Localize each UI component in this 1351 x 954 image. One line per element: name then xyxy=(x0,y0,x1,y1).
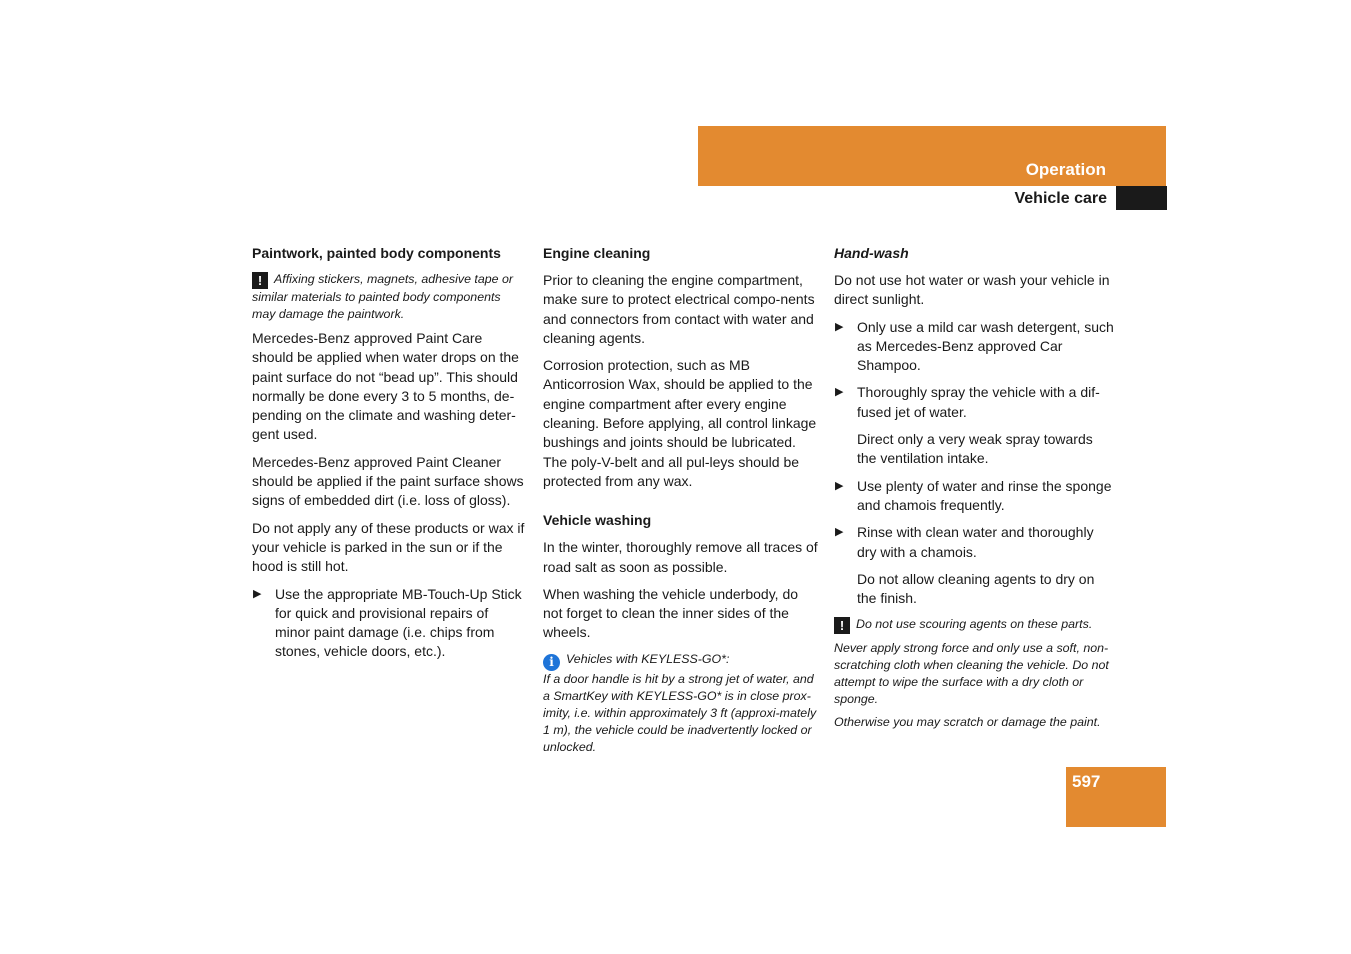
info-title: Vehicles with KEYLESS-GO*: xyxy=(566,651,730,666)
heading-vehicle-washing: Vehicle washing xyxy=(543,512,652,529)
page-number-box xyxy=(1066,767,1166,827)
bullet-touch-up: ▶ Use the appropriate MB-Touch-Up Stick for quick and provisional repairs of minor paint damage (i.e. chips from stones, vehicle doors, etc.). xyxy=(253,585,522,660)
chapter-title: Operation xyxy=(1025,160,1106,179)
bullet-rinse-sponge: ▶ Use plenty of water and rinse the sponge and chamois frequently. xyxy=(835,477,1112,513)
column-paintwork xyxy=(252,244,527,670)
paragraph-no-hot-water: Do not use hot water or wash your vehicle in direct sunlight. xyxy=(834,272,1110,308)
page-number: 597 xyxy=(1072,772,1101,791)
info-note-keyless xyxy=(543,651,818,756)
heading-hand-wash: Hand-wash xyxy=(834,245,909,261)
bullet-arrow-icon: ▶ xyxy=(835,320,844,333)
bullet-arrow-icon: ▶ xyxy=(835,526,844,539)
info-text: If a door handle is hit by a strong jet of water, and a SmartKey with KEYLESS-GO* is in close prox-imity, i.e. within approximately 3 ft (approxi-mately 1 m), the vehicle could be inadvertently locked or unlocked. xyxy=(543,671,817,754)
heading-engine-cleaning: Engine cleaning xyxy=(543,245,651,261)
bullet-arrow-icon: ▶ xyxy=(835,479,844,492)
column-hand-wash xyxy=(834,244,1114,737)
paragraph-no-wax: Do not apply any of these products or wax if your vehicle is parked in the sun or if the hood is still hot. xyxy=(252,519,525,575)
section-title: Vehicle care xyxy=(1014,190,1107,207)
heading-paintwork: Paintwork, painted body components xyxy=(252,245,501,261)
warning-icon: ! xyxy=(252,272,268,289)
warning-note-scratch: Otherwise you may scratch or damage the paint. xyxy=(834,715,1101,730)
paragraph-underbody: When washing the vehicle underbody, do not forget to clean the inner sides of the wheels. xyxy=(543,585,799,641)
paragraph-road-salt: In the winter, thoroughly remove all traces of road salt as soon as possible. xyxy=(543,539,818,575)
info-icon: i xyxy=(543,654,560,671)
warning-icon: ! xyxy=(834,617,850,634)
sub-agents-dry: Do not allow cleaning agents to dry on the finish. xyxy=(857,570,1095,607)
column-engine-washing xyxy=(543,244,818,762)
warning-text: Affixing stickers, magnets, adhesive tape or similar materials to painted body components may damage the paintwork. xyxy=(252,272,513,321)
bullet-spray: ▶ Thoroughly spray the vehicle with a dif-fused jet of water. xyxy=(835,384,1100,420)
paragraph-paint-cleaner: Mercedes-Benz approved Paint Cleaner should be applied if the paint surface shows signs of embedded dirt (i.e. loss of gloss). xyxy=(252,453,524,509)
section-tab-marker xyxy=(1116,186,1167,210)
warning-note-paintwork xyxy=(252,271,527,323)
bullet-dry-chamois: ▶ Rinse with clean water and thoroughly dry with a chamois. xyxy=(835,524,1094,560)
bullet-detergent: ▶ Only use a mild car wash detergent, such as Mercedes-Benz approved Car Shampoo. xyxy=(835,318,1114,374)
paragraph-paint-care: Mercedes-Benz approved Paint Care should be applied when water drops on the paint surface do not “bead up”. This should normally be done every 3 to 5 months, de-pending on the climate and washing deter-gent used. xyxy=(252,330,519,443)
paragraph-corrosion: Corrosion protection, such as MB Anticorrosion Wax, should be applied to the engine compartment after every engine cleaning. Before applying, all control linkage bushings and joints should be lubricated. The poly-V-belt and all pul-leys should be protected from any wax. xyxy=(543,357,817,489)
bullet-arrow-icon: ▶ xyxy=(835,386,844,399)
warning-note-scouring: ! Do not use scouring agents on these parts. xyxy=(834,616,1114,634)
header-band xyxy=(698,126,1166,186)
sub-ventilation: Direct only a very weak spray towards the ventilation intake. xyxy=(857,431,1093,467)
paragraph-engine-protect: Prior to cleaning the engine compartment, make sure to protect electrical compo-nents and connectors from contact with water and cleaning agents. xyxy=(543,272,815,346)
bullet-arrow-icon: ▶ xyxy=(253,587,262,600)
warning-note-soft-cloth: Never apply strong force and only use a soft, non-scratching cloth when cleaning the vehicle. Do not attempt to wipe the surface with a dry cloth or sponge. xyxy=(834,641,1109,707)
